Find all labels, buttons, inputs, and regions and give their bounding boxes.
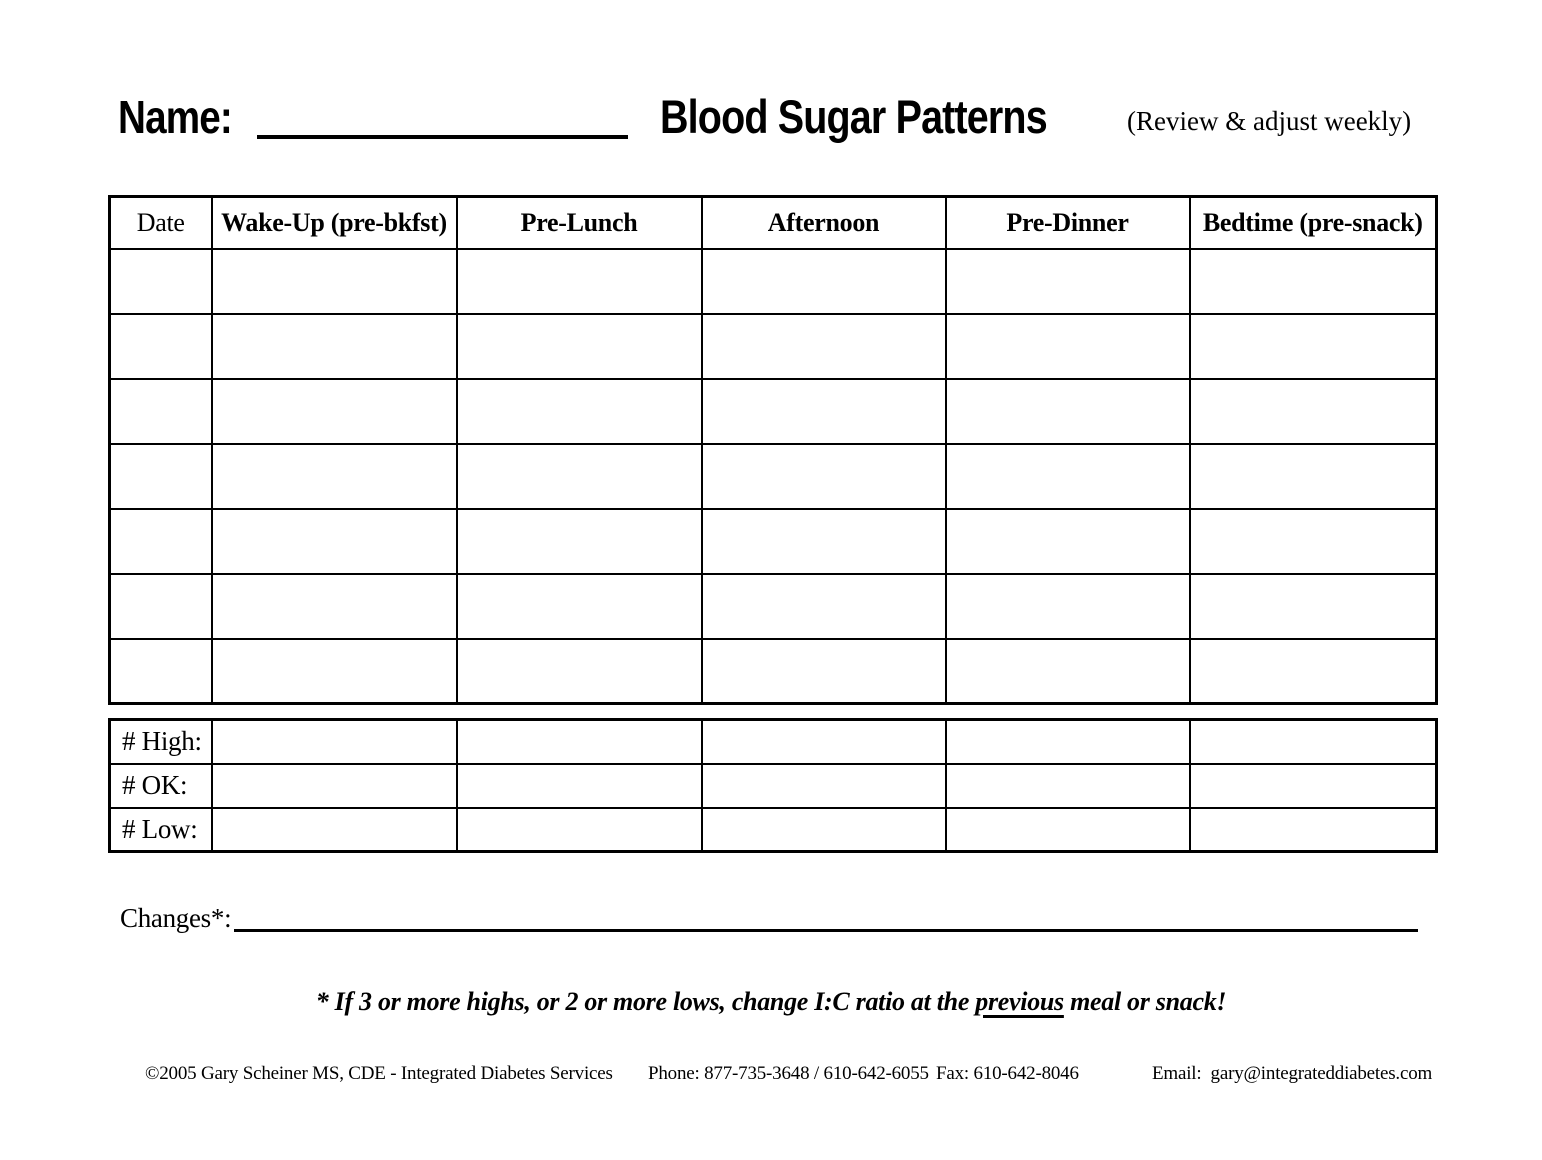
entry-cell[interactable] [110,509,212,574]
entry-cell[interactable] [212,574,457,639]
summary-cell[interactable] [212,808,457,852]
entry-cell[interactable] [212,444,457,509]
entry-cell[interactable] [212,249,457,314]
low-count-label: # Low: [110,808,212,852]
entry-cell[interactable] [457,509,702,574]
entry-cell[interactable] [457,249,702,314]
summary-row-ok [110,764,1437,808]
entry-cell[interactable] [110,249,212,314]
changes-input-line[interactable] [234,903,1418,932]
table-row [110,249,1437,314]
entry-cell[interactable] [1190,314,1437,379]
summary-cell[interactable] [1190,764,1437,808]
entry-cell[interactable] [110,574,212,639]
table-row [110,639,1437,704]
entry-cell[interactable] [457,639,702,704]
entry-cell[interactable] [110,314,212,379]
column-header-bedtime: Bedtime (pre-snack) [1190,197,1437,249]
table-row [110,444,1437,509]
summary-row-low [110,808,1437,852]
blood-sugar-table-body [110,249,1437,704]
entry-cell[interactable] [702,509,946,574]
summary-cell[interactable] [702,720,946,764]
entry-cell[interactable] [702,639,946,704]
entry-cell[interactable] [457,379,702,444]
blood-sugar-table [108,195,1438,705]
name-input-line[interactable] [257,102,628,139]
page-subtitle: (Review & adjust weekly) [1127,106,1412,136]
high-count-label: # High: [110,720,212,764]
footnote-underlined-word: previous [975,987,1064,1016]
entry-cell[interactable] [702,314,946,379]
entry-cell[interactable] [946,314,1190,379]
entry-cell[interactable] [946,639,1190,704]
summary-cell[interactable] [1190,720,1437,764]
entry-cell[interactable] [1190,639,1437,704]
table-row [110,379,1437,444]
entry-cell[interactable] [212,379,457,444]
entry-cell[interactable] [110,639,212,704]
summary-cell[interactable] [946,808,1190,852]
entry-cell[interactable] [457,574,702,639]
summary-cell[interactable] [946,764,1190,808]
email-text: Email: gary@integrateddiabetes.com [1152,1063,1433,1084]
entry-cell[interactable] [702,444,946,509]
phone-text: Phone: 877-735-3648 / 610-642-6055 [648,1063,929,1084]
entry-cell[interactable] [212,639,457,704]
entry-cell[interactable] [212,314,457,379]
entry-cell[interactable] [457,444,702,509]
entry-cell[interactable] [1190,574,1437,639]
summary-cell[interactable] [946,720,1190,764]
entry-cell[interactable] [946,249,1190,314]
summary-cell[interactable] [702,808,946,852]
column-header-afternoon: Afternoon [702,197,946,249]
copyright-text: ©2005 Gary Scheiner MS, CDE - Integrated Diabetes Services [145,1063,613,1084]
footnote [0,987,1542,1017]
summary-cell[interactable] [212,764,457,808]
entry-cell[interactable] [702,249,946,314]
entry-cell[interactable] [1190,509,1437,574]
entry-cell[interactable] [110,379,212,444]
summary-cell[interactable] [457,720,702,764]
table-row [110,314,1437,379]
summary-cell[interactable] [1190,808,1437,852]
name-label: Name: [118,91,232,143]
entry-cell[interactable] [1190,249,1437,314]
changes-label: Changes*: [120,903,232,933]
entry-cell[interactable] [946,379,1190,444]
entry-cell[interactable] [702,574,946,639]
summary-table [108,718,1438,853]
summary-row-high [110,720,1437,764]
table-row [110,574,1437,639]
page-title: Blood Sugar Patterns [660,90,1047,143]
entry-cell[interactable] [110,444,212,509]
entry-cell[interactable] [702,379,946,444]
fax-text: Fax: 610-642-8046 [936,1063,1079,1084]
summary-cell[interactable] [457,808,702,852]
column-header-date: Date [110,197,212,249]
summary-cell[interactable] [212,720,457,764]
ok-count-label: # OK: [110,764,212,808]
table-header-row [110,197,1437,249]
entry-cell[interactable] [457,314,702,379]
entry-cell[interactable] [1190,379,1437,444]
column-header-predinner: Pre-Dinner [946,197,1190,249]
footnote-suffix: meal or snack! [1063,987,1227,1016]
summary-cell[interactable] [702,764,946,808]
entry-cell[interactable] [946,509,1190,574]
column-header-wakeup: Wake-Up (pre-bkfst) [212,197,457,249]
entry-cell[interactable] [1190,444,1437,509]
column-header-prelunch: Pre-Lunch [457,197,702,249]
entry-cell[interactable] [946,574,1190,639]
table-row [110,509,1437,574]
entry-cell[interactable] [946,444,1190,509]
footnote-prefix: * If 3 or more highs, or 2 or more lows, change I:C ratio at the [315,987,976,1016]
summary-cell[interactable] [457,764,702,808]
entry-cell[interactable] [212,509,457,574]
